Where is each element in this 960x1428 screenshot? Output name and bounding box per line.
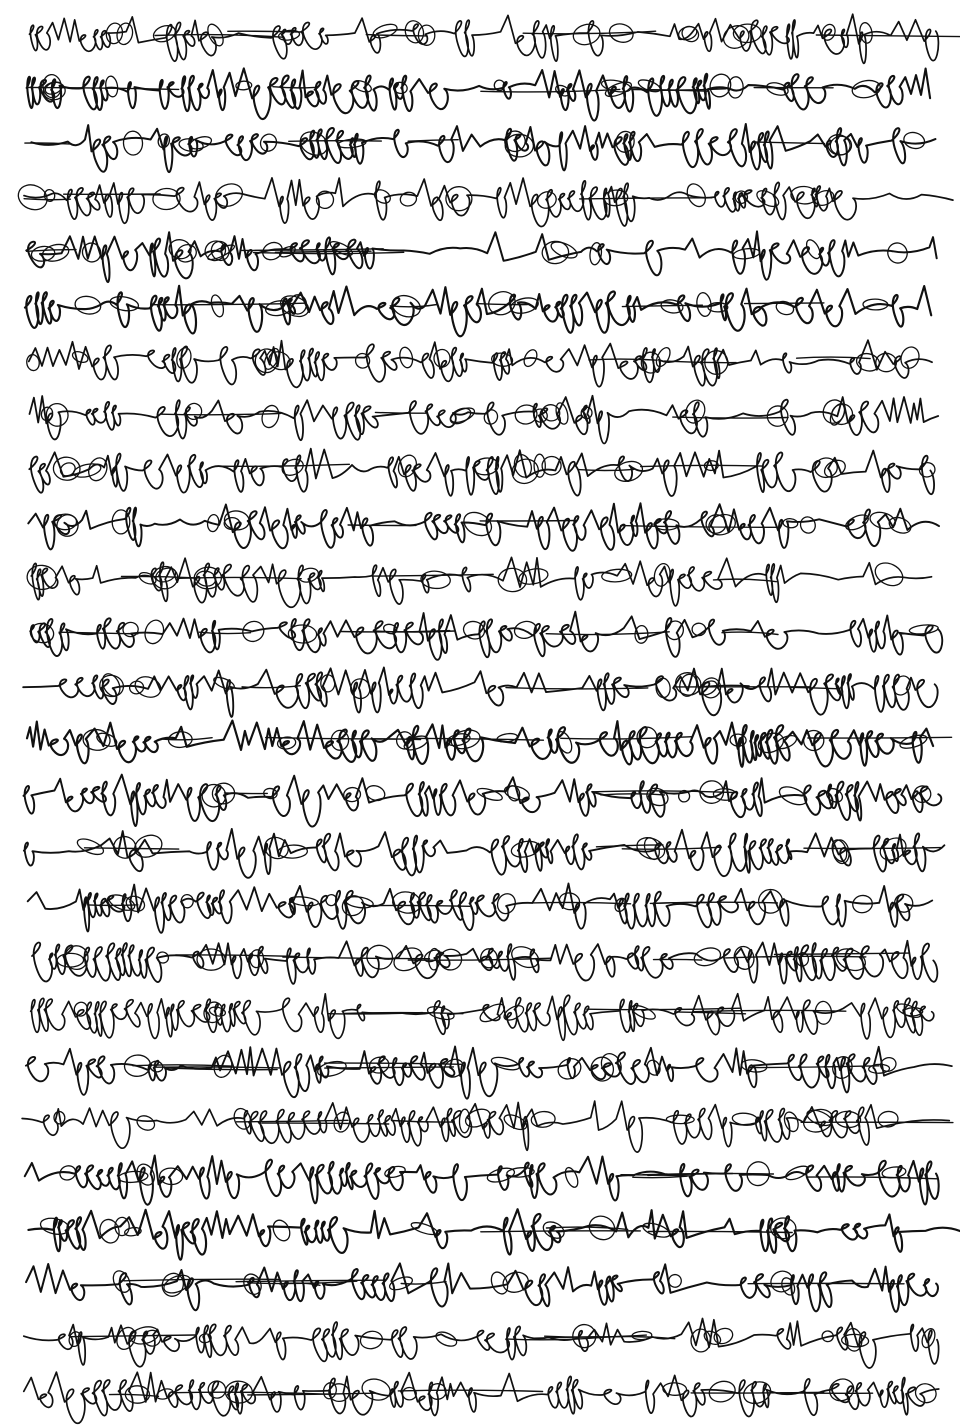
scribble-line (28, 503, 939, 550)
scribble-line (29, 449, 936, 496)
scribble-line (30, 14, 960, 63)
scribble-line (28, 1209, 960, 1259)
scribble-line (27, 721, 952, 767)
scribble-line (25, 1156, 939, 1205)
scribble-line (26, 231, 936, 282)
scribble-line (24, 775, 942, 827)
scribble-line (24, 1319, 939, 1368)
scribble-line (31, 994, 934, 1041)
scribble-line (14, 178, 953, 227)
scribble-line (28, 612, 942, 660)
scribble-line (26, 1047, 952, 1099)
scribble-line (26, 557, 931, 607)
scribble-line (23, 668, 937, 717)
scribble-line (25, 124, 936, 172)
scribble-line (25, 286, 931, 336)
scribble-line (27, 68, 930, 120)
scribble-line (26, 340, 932, 387)
scribble-line (30, 396, 939, 444)
scribble-line (24, 1372, 939, 1423)
scribble-line (24, 829, 945, 878)
scribble-line (32, 941, 937, 984)
scribble-line (22, 1101, 953, 1152)
scribble-line (26, 1263, 938, 1311)
scribble-line (28, 884, 933, 933)
